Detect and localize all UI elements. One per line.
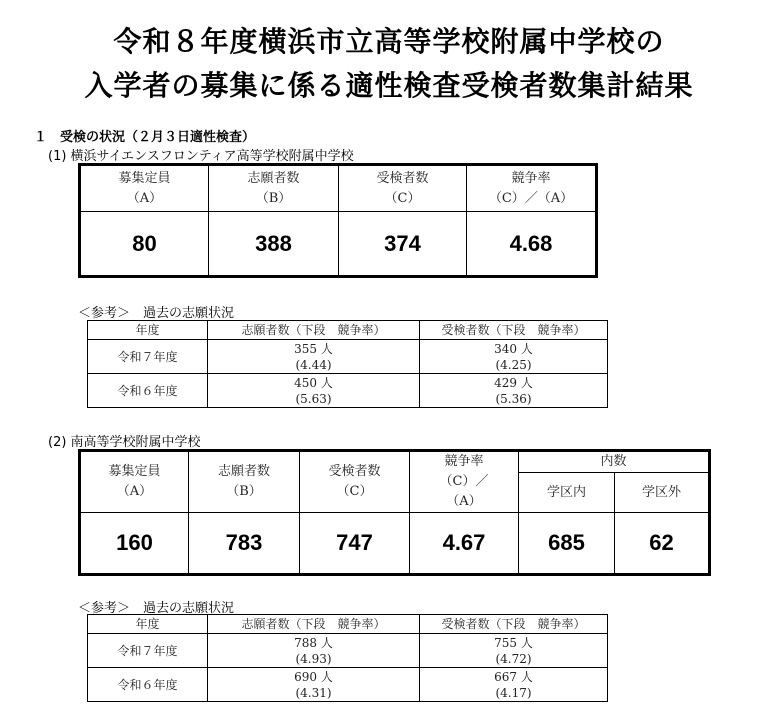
table-row — [88, 634, 608, 668]
value-applicants: 783 — [189, 513, 300, 575]
ref-header-examinees: 受検者数（下段 競争率） — [420, 615, 608, 634]
school1-reference-heading: ＜参考＞ 過去の志願状況 — [78, 306, 235, 321]
ref-header-year: 年度 — [88, 615, 208, 634]
table-row — [88, 668, 608, 702]
header-breakdown: 内数 — [519, 451, 710, 473]
header-out-district: 学区外 — [615, 473, 710, 513]
ref-examinees: 340 人 (4.25) — [420, 340, 608, 374]
school1-heading: (1) 横浜サイエンスフロンティア高等学校附属中学校 — [48, 149, 354, 164]
document-title-line1: 令和８年度横浜市立高等学校附属中学校の — [113, 25, 665, 58]
value-out-district: 62 — [615, 513, 710, 575]
header-capacity: 募集定員 （A） — [80, 451, 189, 513]
ref-header-year: 年度 — [88, 321, 208, 340]
value-competition-rate: 4.67 — [410, 513, 519, 575]
value-competition-rate: 4.68 — [467, 212, 597, 277]
value-in-district: 685 — [519, 513, 615, 575]
ref-year: 令和６年度 — [88, 374, 208, 408]
ref-header-applicants: 志願者数（下段 競争率） — [208, 321, 420, 340]
header-applicants: 志願者数 （B） — [209, 165, 339, 212]
table-row — [88, 340, 608, 374]
ref-year: 令和７年度 — [88, 340, 208, 374]
ref-examinees: 429 人 (5.36) — [420, 374, 608, 408]
ref-examinees: 667 人 (4.17) — [420, 668, 608, 702]
value-capacity: 160 — [80, 513, 189, 575]
value-examinees: 747 — [300, 513, 410, 575]
header-examinees: 受検者数 （C） — [300, 451, 410, 513]
school2-reference-table — [87, 614, 608, 702]
ref-year: 令和６年度 — [88, 668, 208, 702]
ref-applicants: 355 人 (4.44) — [208, 340, 420, 374]
header-capacity: 募集定員 （A） — [80, 165, 209, 212]
ref-header-applicants: 志願者数（下段 競争率） — [208, 615, 420, 634]
ref-header-examinees: 受検者数（下段 競争率） — [420, 321, 608, 340]
header-competition-rate: 競争率 （C）／（A） — [467, 165, 597, 212]
header-examinees: 受検者数 （C） — [339, 165, 467, 212]
header-applicants: 志願者数 （B） — [189, 451, 300, 513]
section-heading: １ 受検の状況（２月３日適性検査） — [34, 130, 256, 145]
ref-applicants: 788 人 (4.93) — [208, 634, 420, 668]
header-competition-rate: 競争率 （C）／ （A） — [410, 451, 519, 513]
value-applicants: 388 — [209, 212, 339, 277]
ref-applicants: 690 人 (4.31) — [208, 668, 420, 702]
school1-results-table — [78, 163, 598, 278]
school1-reference-table — [87, 320, 608, 408]
value-capacity: 80 — [80, 212, 209, 277]
school2-reference-heading: ＜参考＞ 過去の志願状況 — [78, 601, 235, 616]
table-row — [88, 374, 608, 408]
document-title-line2: 入学者の募集に係る適性検査受検者数集計結果 — [84, 69, 694, 102]
header-in-district: 学区内 — [519, 473, 615, 513]
school2-heading: (2) 南高等学校附属中学校 — [48, 435, 201, 450]
school2-results-table — [78, 449, 711, 576]
ref-applicants: 450 人 (5.63) — [208, 374, 420, 408]
value-examinees: 374 — [339, 212, 467, 277]
ref-examinees: 755 人 (4.72) — [420, 634, 608, 668]
ref-year: 令和７年度 — [88, 634, 208, 668]
